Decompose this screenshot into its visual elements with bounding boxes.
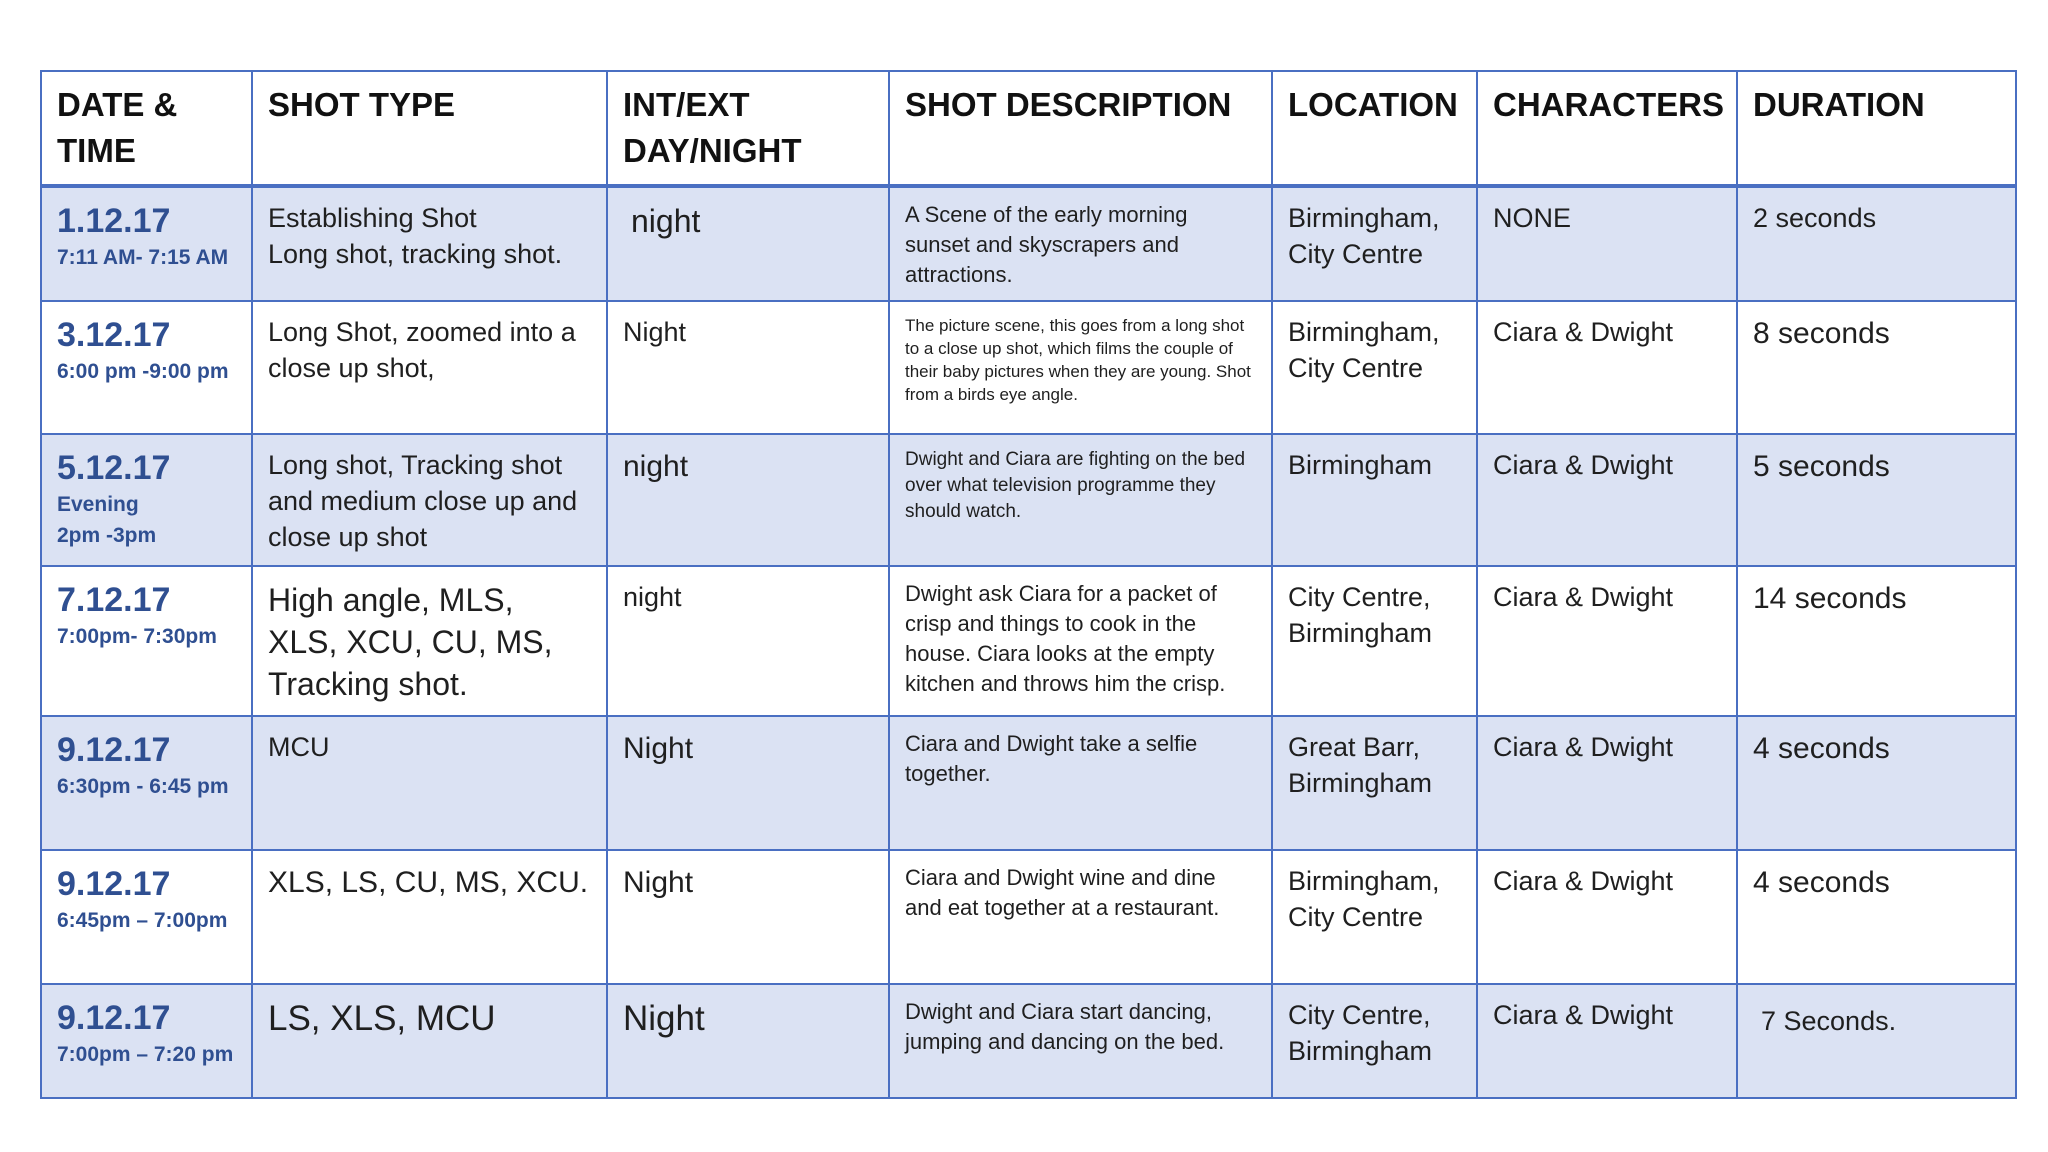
duration-cell: 4 seconds <box>1737 850 2016 984</box>
row-date: 1.12.17 <box>57 202 171 240</box>
location-cell: Birmingham, City Centre <box>1272 186 1477 301</box>
row-date: 7.12.17 <box>57 581 171 619</box>
characters-cell: Ciara & Dwight <box>1477 984 1737 1098</box>
location-cell: Birmingham, City Centre <box>1272 301 1477 434</box>
header-duration: DURATION <box>1737 71 2016 186</box>
row-time: 6:30pm - 6:45 pm <box>57 775 229 798</box>
characters-cell: Ciara & Dwight <box>1477 566 1737 716</box>
table-row <box>41 716 2016 850</box>
row-time: 7:00pm – 7:20 pm <box>57 1043 234 1066</box>
shot-description-cell: Dwight and Ciara are fighting on the bed over what television programme they should watch. <box>889 434 1272 566</box>
row-date: 9.12.17 <box>57 731 171 769</box>
header-shot-type: SHOT TYPE <box>252 71 607 186</box>
row-time: Evening 2pm -3pm <box>57 493 157 547</box>
shot-type-cell: High angle, MLS, XLS, XCU, CU, MS, Tracking shot. <box>252 566 607 716</box>
date-time-cell <box>41 566 252 716</box>
shot-description-cell: Dwight and Ciara start dancing, jumping and dancing on the bed. <box>889 984 1272 1098</box>
characters-cell: Ciara & Dwight <box>1477 434 1737 566</box>
characters-cell: NONE <box>1477 186 1737 301</box>
row-date: 9.12.17 <box>57 999 171 1037</box>
table-row <box>41 434 2016 566</box>
duration-cell: 14 seconds <box>1737 566 2016 716</box>
location-cell: City Centre, Birmingham <box>1272 984 1477 1098</box>
header-characters: CHARACTERS <box>1477 71 1737 186</box>
shot-description-cell: Dwight ask Ciara for a packet of crisp and things to cook in the house. Ciara looks at the empty kitchen and throws him the crisp. <box>889 566 1272 716</box>
table-row <box>41 301 2016 434</box>
duration-cell: 8 seconds <box>1737 301 2016 434</box>
table-row <box>41 186 2016 301</box>
characters-cell: Ciara & Dwight <box>1477 301 1737 434</box>
duration-cell <box>1737 984 2016 1098</box>
int-ext-cell: Night <box>607 850 889 984</box>
shot-type-cell: Long Shot, zoomed into a close up shot, <box>252 301 607 434</box>
duration-cell: 5 seconds <box>1737 434 2016 566</box>
int-ext-cell: night <box>607 434 889 566</box>
int-ext-cell: Night <box>607 984 889 1098</box>
location-cell: Birmingham, City Centre <box>1272 850 1477 984</box>
row-time: 6:00 pm -9:00 pm <box>57 360 229 383</box>
shot-type-cell: Establishing Shot Long shot, tracking shot. <box>252 186 607 301</box>
shot-description-cell: Ciara and Dwight wine and dine and eat together at a restaurant. <box>889 850 1272 984</box>
table-row <box>41 984 2016 1098</box>
row-date: 5.12.17 <box>57 449 171 487</box>
row-date: 3.12.17 <box>57 316 171 354</box>
shot-description-cell: Ciara and Dwight take a selfie together. <box>889 716 1272 850</box>
row-time: 7:00pm- 7:30pm <box>57 625 217 648</box>
duration-cell: 4 seconds <box>1737 716 2016 850</box>
header-location: LOCATION <box>1272 71 1477 186</box>
date-time-cell <box>41 434 252 566</box>
duration-cell: 2 seconds <box>1737 186 2016 301</box>
header-row <box>41 71 2016 186</box>
characters-cell: Ciara & Dwight <box>1477 716 1737 850</box>
date-time-cell <box>41 716 252 850</box>
date-time-cell <box>41 186 252 301</box>
row-date: 9.12.17 <box>57 865 171 903</box>
int-ext-cell: Night <box>607 716 889 850</box>
shot-description-cell: The picture scene, this goes from a long shot to a close up shot, which films the couple of their baby pictures when they are young. Shot from a birds eye angle. <box>889 301 1272 434</box>
header-shot-description: SHOT DESCRIPTION <box>889 71 1272 186</box>
int-ext-value: night <box>631 203 701 239</box>
shot-type-cell: MCU <box>252 716 607 850</box>
int-ext-cell: night <box>607 566 889 716</box>
date-time-cell <box>41 984 252 1098</box>
shot-type-cell: XLS, LS, CU, MS, XCU. <box>252 850 607 984</box>
location-cell: Birmingham <box>1272 434 1477 566</box>
duration-value: 7 Seconds. <box>1761 1006 1897 1036</box>
shot-description-cell: A Scene of the early morning sunset and skyscrapers and attractions. <box>889 186 1272 301</box>
table-row <box>41 850 2016 984</box>
row-time: 6:45pm – 7:00pm <box>57 909 228 932</box>
int-ext-cell: Night <box>607 301 889 434</box>
row-time: 7:11 AM- 7:15 AM <box>57 246 229 269</box>
table-row <box>41 566 2016 716</box>
characters-cell: Ciara & Dwight <box>1477 850 1737 984</box>
shot-type-cell: LS, XLS, MCU <box>252 984 607 1098</box>
shot-list-table <box>40 70 2017 1099</box>
shot-type-cell: Long shot, Tracking shot and medium close up and close up shot <box>252 434 607 566</box>
int-ext-cell <box>607 186 889 301</box>
location-cell: Great Barr, Birmingham <box>1272 716 1477 850</box>
header-int-ext: INT/EXT DAY/NIGHT <box>607 71 889 186</box>
location-cell: City Centre, Birmingham <box>1272 566 1477 716</box>
header-date-time: DATE & TIME <box>41 71 252 186</box>
date-time-cell <box>41 301 252 434</box>
date-time-cell <box>41 850 252 984</box>
